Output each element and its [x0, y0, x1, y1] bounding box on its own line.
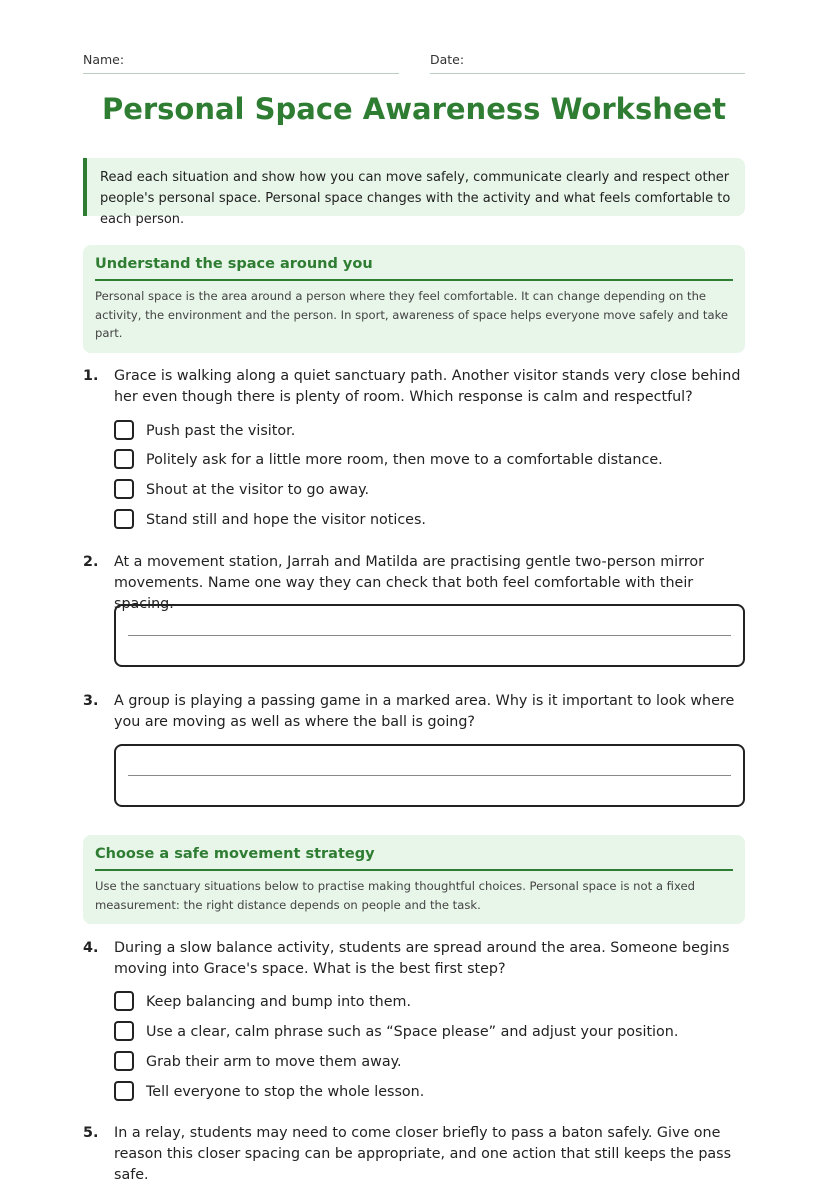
question-text: At a movement station, Jarrah and Matilda are practising gentle two-person mirror movements. Name one way they can check that both feel comfortable with their spacing. [114, 554, 704, 612]
section-text: Personal space is the area around a person where they feel comfortable. It can change depending on the activity, the environment and the person. In sport, awareness of space helps everyone move safely and take part. [95, 289, 729, 340]
option-label: Keep balancing and bump into them. [146, 994, 412, 1010]
option-label: Politely ask for a little more room, then move to a comfortable distance. [146, 452, 663, 468]
question-number: 4. [83, 940, 99, 956]
option-label: Push past the visitor. [146, 423, 296, 439]
option-label: Use a clear, calm phrase such as “Space please” and adjust your position. [146, 1024, 679, 1040]
question-text: During a slow balance activity, students are spread around the area. Someone begins moving into Grace's space. What is the best first step? [114, 940, 730, 977]
checkbox[interactable] [114, 1021, 134, 1041]
name-label: Name: [83, 52, 125, 67]
q2-answer-box[interactable] [114, 604, 745, 667]
option-label: Shout at the visitor to go away. [146, 482, 370, 498]
question-3 [83, 691, 745, 733]
q3-answer-box[interactable] [114, 744, 745, 807]
question-text: A group is playing a passing game in a marked area. Why is it important to look where you are moving as well as where the ball is going? [114, 693, 735, 730]
page-title: Personal Space Awareness Worksheet [101, 92, 727, 126]
date-field[interactable] [430, 52, 745, 74]
checkbox[interactable] [114, 991, 134, 1011]
section-heading: Understand the space around you [95, 245, 733, 281]
question-number: 1. [83, 368, 99, 384]
question-4 [83, 938, 745, 980]
question-number: 5. [83, 1125, 99, 1141]
option-label: Stand still and hope the visitor notices. [146, 512, 426, 528]
answer-line [128, 775, 731, 776]
section-heading: Choose a safe movement strategy [95, 835, 733, 871]
option-label: Grab their arm to move them away. [146, 1054, 402, 1070]
question-text: In a relay, students may need to come closer briefly to pass a baton safely. Give one reason this closer spacing can be appropriate, and one action that still keeps the pass safe. [114, 1125, 732, 1183]
answer-line [128, 635, 731, 636]
question-number: 2. [83, 554, 99, 570]
checkbox[interactable] [114, 420, 134, 440]
checkbox[interactable] [114, 479, 134, 499]
question-text: Grace is walking along a quiet sanctuary path. Another visitor stands very close behind her even though there is plenty of room. Which response is calm and respectful? [114, 368, 741, 405]
option-label: Tell everyone to stop the whole lesson. [146, 1084, 425, 1100]
checkbox[interactable] [114, 509, 134, 529]
date-label: Date: [430, 52, 465, 67]
section-understand-space [83, 245, 745, 353]
question-1 [83, 366, 745, 408]
checkbox[interactable] [114, 1081, 134, 1101]
name-field[interactable] [83, 52, 399, 74]
question-5 [83, 1123, 745, 1186]
checkbox[interactable] [114, 449, 134, 469]
question-number: 3. [83, 693, 99, 709]
section-safe-movement [83, 835, 745, 924]
checkbox[interactable] [114, 1051, 134, 1071]
section-text: Use the sanctuary situations below to practise making thoughtful choices. Personal space is not a fixed measurement: the right distance depends on people and the task. [95, 879, 695, 912]
intro-callout: Read each situation and show how you can move safely, communicate clearly and respect other people's personal space. Personal space changes with the activity and what feels comfortable to each person. [83, 158, 745, 216]
